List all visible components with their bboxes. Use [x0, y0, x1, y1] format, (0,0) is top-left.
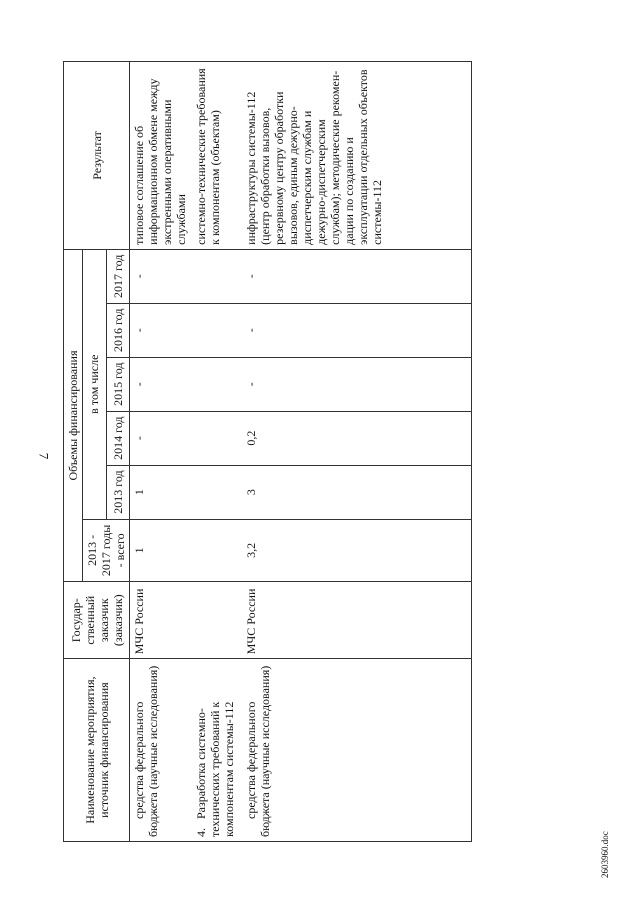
- header-2014: 2014 год: [106, 411, 130, 465]
- cell-2013: [192, 465, 242, 519]
- cell-2013: 3: [242, 465, 472, 519]
- cell-2016: -: [130, 303, 192, 357]
- header-total: 2013 - 2017 годы - всего: [83, 519, 130, 582]
- header-2016: 2016 год: [106, 303, 130, 357]
- table-row: [130, 62, 192, 842]
- cell-total: [192, 519, 242, 582]
- page-number: 7: [36, 452, 52, 460]
- header-funding: Объемы финансирования: [64, 249, 83, 581]
- financing-table-sheet: [63, 61, 543, 842]
- cell-2014: -: [130, 411, 192, 465]
- header-2017: 2017 год: [106, 249, 130, 303]
- cell-result: системно-технические требования к компонентам (объектам): [192, 62, 242, 250]
- table-row: [242, 62, 472, 842]
- cell-2016: [192, 303, 242, 357]
- table-header-row-1: [64, 62, 83, 842]
- cell-2013: 1: [130, 465, 192, 519]
- cell-2015: -: [130, 357, 192, 411]
- cell-customer: МЧС России: [242, 582, 472, 659]
- table-row: [192, 62, 242, 842]
- cell-total: 1: [130, 519, 192, 582]
- financing-table: [63, 61, 472, 842]
- header-2015: 2015 год: [106, 357, 130, 411]
- cell-2017: -: [130, 249, 192, 303]
- cell-2014: [192, 411, 242, 465]
- header-name: Наименование мероприятия, источник финансирования: [64, 659, 130, 842]
- cell-name: [192, 659, 242, 842]
- cell-result: типовое соглашение об информационном обмене между экстренными оперативными службами: [130, 62, 192, 250]
- cell-result: инфраструктуры системы-112 (центр обработки вызовов, резервному центру обработки вызовов, единым дежурно-диспетчерским службам и дежурно-диспетчерским службам); методические рекомен-дации по созданию и эксплуатации отдельных объектов системы-112: [242, 62, 472, 250]
- cell-2016: -: [242, 303, 472, 357]
- cell-name-text: средства федерального бюджета (научные исследования): [132, 665, 160, 837]
- cell-customer: [192, 582, 242, 659]
- cell-name: [242, 659, 472, 842]
- cell-2015: -: [242, 357, 472, 411]
- cell-name: [130, 659, 192, 842]
- cell-2015: [192, 357, 242, 411]
- header-including: в том числе: [83, 249, 107, 519]
- header-result: Результат: [64, 62, 130, 250]
- cell-name-text: Разработка системно-технических требований к компонентам системы-112: [193, 701, 236, 837]
- cell-number: 4.: [193, 828, 208, 837]
- cell-2017: -: [242, 249, 472, 303]
- header-customer: Государ-ственный заказчик (заказчик): [64, 582, 130, 659]
- cell-2014: 0,2: [242, 411, 472, 465]
- cell-2017: [192, 249, 242, 303]
- cell-name-text: средства федерального бюджета (научные исследования): [243, 665, 272, 837]
- footer-filename: 2603960.doc: [600, 831, 610, 878]
- header-2013: 2013 год: [106, 465, 130, 519]
- cell-customer: МЧС России: [130, 582, 192, 659]
- cell-total: 3,2: [242, 519, 472, 582]
